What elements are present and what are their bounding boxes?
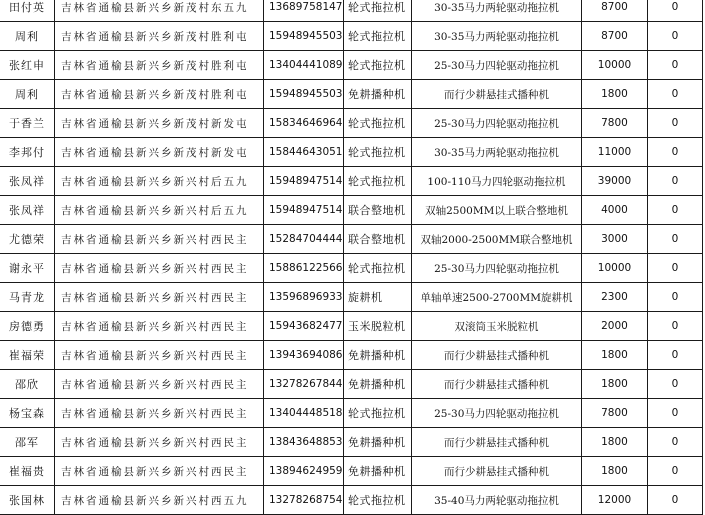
cell-price: 7800 <box>582 109 648 138</box>
table-row <box>0 486 703 515</box>
table-row <box>0 370 703 399</box>
cell-machine-model: 双轴2000-2500MM联合整地机 <box>412 225 582 254</box>
cell-phone: 15948945503 <box>264 22 344 51</box>
cell-phone: 13404441089 <box>264 51 344 80</box>
cell-machine-type: 免耕播种机 <box>344 428 412 457</box>
cell-address: 吉林省通榆县新兴乡新兴村西民主 <box>55 399 264 428</box>
table-row <box>0 22 703 51</box>
cell-machine-type: 轮式拖拉机 <box>344 22 412 51</box>
cell-machine-model: 35-40马力两轮驱动拖拉机 <box>412 486 582 515</box>
cell-price: 1800 <box>582 80 648 109</box>
cell-subsidy: 0 <box>648 51 703 80</box>
cell-subsidy: 0 <box>648 283 703 312</box>
cell-name: 崔福贵 <box>0 457 55 486</box>
cell-name: 张国林 <box>0 486 55 515</box>
cell-name: 于香兰 <box>0 109 55 138</box>
cell-name: 张凤祥 <box>0 167 55 196</box>
cell-machine-type: 轮式拖拉机 <box>344 109 412 138</box>
cell-subsidy: 0 <box>648 22 703 51</box>
cell-machine-type: 轮式拖拉机 <box>344 254 412 283</box>
cell-name: 邵军 <box>0 428 55 457</box>
cell-phone: 13404448518 <box>264 399 344 428</box>
cell-address: 吉林省通榆县新兴乡新兴村西民主 <box>55 428 264 457</box>
cell-address: 吉林省通榆县新兴乡新兴村西民主 <box>55 457 264 486</box>
cell-machine-type: 旋耕机 <box>344 283 412 312</box>
cell-machine-model: 而行少耕悬挂式播种机 <box>412 341 582 370</box>
table-row <box>0 196 703 225</box>
cell-price: 11000 <box>582 138 648 167</box>
cell-price: 10000 <box>582 254 648 283</box>
cell-machine-model: 双轴2500MM以上联合整地机 <box>412 196 582 225</box>
cell-machine-type: 轮式拖拉机 <box>344 138 412 167</box>
cell-subsidy: 0 <box>648 0 703 22</box>
cell-machine-model: 25-30马力四轮驱动拖拉机 <box>412 51 582 80</box>
cell-subsidy: 0 <box>648 138 703 167</box>
table-row <box>0 399 703 428</box>
cell-machine-model: 30-35马力两轮驱动拖拉机 <box>412 22 582 51</box>
cell-phone: 13689758147 <box>264 0 344 22</box>
cell-address: 吉林省通榆县新兴乡新茂村东五九 <box>55 0 264 22</box>
cell-name: 田付英 <box>0 0 55 22</box>
cell-subsidy: 0 <box>648 312 703 341</box>
cell-address: 吉林省通榆县新兴乡新茂村胜利屯 <box>55 22 264 51</box>
cell-name: 李邦付 <box>0 138 55 167</box>
cell-name: 杨宝森 <box>0 399 55 428</box>
cell-subsidy: 0 <box>648 341 703 370</box>
cell-phone: 15948947514 <box>264 196 344 225</box>
cell-name: 马青龙 <box>0 283 55 312</box>
cell-machine-type: 免耕播种机 <box>344 457 412 486</box>
cell-price: 7800 <box>582 399 648 428</box>
table-row <box>0 109 703 138</box>
cell-machine-type: 轮式拖拉机 <box>344 167 412 196</box>
cell-machine-model: 而行少耕悬挂式播种机 <box>412 370 582 399</box>
cell-address: 吉林省通榆县新兴乡新兴村西民主 <box>55 225 264 254</box>
table-row <box>0 457 703 486</box>
cell-address: 吉林省通榆县新兴乡新茂村胜利屯 <box>55 80 264 109</box>
cell-phone: 15886122566 <box>264 254 344 283</box>
cell-machine-model: 25-30马力四轮驱动拖拉机 <box>412 109 582 138</box>
cell-phone: 13596896933 <box>264 283 344 312</box>
cell-name: 尤德荣 <box>0 225 55 254</box>
cell-address: 吉林省通榆县新兴乡新兴村后五九 <box>55 196 264 225</box>
cell-price: 8700 <box>582 22 648 51</box>
cell-machine-model: 单轴单速2500-2700MM旋耕机 <box>412 283 582 312</box>
table-row <box>0 254 703 283</box>
table-row <box>0 225 703 254</box>
cell-name: 谢永平 <box>0 254 55 283</box>
cell-machine-model: 而行少耕悬挂式播种机 <box>412 80 582 109</box>
cell-machine-type: 联合整地机 <box>344 196 412 225</box>
cell-phone: 15943682477 <box>264 312 344 341</box>
cell-price: 1800 <box>582 457 648 486</box>
table-row <box>0 0 703 22</box>
cell-machine-type: 免耕播种机 <box>344 80 412 109</box>
cell-address: 吉林省通榆县新兴乡新兴村西民主 <box>55 312 264 341</box>
cell-subsidy: 0 <box>648 167 703 196</box>
cell-machine-model: 而行少耕悬挂式播种机 <box>412 428 582 457</box>
table-row <box>0 80 703 109</box>
cell-machine-type: 免耕播种机 <box>344 341 412 370</box>
cell-phone: 13278268754 <box>264 486 344 515</box>
cell-machine-model: 双滚筒玉米脱粒机 <box>412 312 582 341</box>
cell-name: 房德勇 <box>0 312 55 341</box>
cell-machine-type: 轮式拖拉机 <box>344 0 412 22</box>
cell-subsidy: 0 <box>648 457 703 486</box>
cell-subsidy: 0 <box>648 254 703 283</box>
cell-subsidy: 0 <box>648 80 703 109</box>
cell-price: 8700 <box>582 0 648 22</box>
cell-subsidy: 0 <box>648 225 703 254</box>
table-row <box>0 51 703 80</box>
cell-price: 1800 <box>582 428 648 457</box>
cell-price: 1800 <box>582 341 648 370</box>
table-row <box>0 283 703 312</box>
cell-price: 4000 <box>582 196 648 225</box>
cell-phone: 15834646964 <box>264 109 344 138</box>
cell-name: 崔福荣 <box>0 341 55 370</box>
cell-price: 2300 <box>582 283 648 312</box>
cell-machine-type: 联合整地机 <box>344 225 412 254</box>
cell-phone: 13943694086 <box>264 341 344 370</box>
table-row <box>0 428 703 457</box>
table-row <box>0 312 703 341</box>
cell-price: 1800 <box>582 370 648 399</box>
cell-address: 吉林省通榆县新兴乡新兴村西民主 <box>55 283 264 312</box>
cell-name: 周利 <box>0 22 55 51</box>
cell-phone: 15284704444 <box>264 225 344 254</box>
cell-address: 吉林省通榆县新兴乡新兴村西民主 <box>55 254 264 283</box>
cell-machine-type: 轮式拖拉机 <box>344 399 412 428</box>
cell-price: 10000 <box>582 51 648 80</box>
table-row <box>0 167 703 196</box>
cell-name: 张红申 <box>0 51 55 80</box>
cell-phone: 13894624959 <box>264 457 344 486</box>
cell-machine-type: 玉米脱粒机 <box>344 312 412 341</box>
cell-subsidy: 0 <box>648 486 703 515</box>
cell-price: 3000 <box>582 225 648 254</box>
cell-address: 吉林省通榆县新兴乡新兴村西民主 <box>55 370 264 399</box>
cell-price: 39000 <box>582 167 648 196</box>
table-row <box>0 138 703 167</box>
cell-phone: 15948945503 <box>264 80 344 109</box>
cell-address: 吉林省通榆县新兴乡新兴村西民主 <box>55 341 264 370</box>
table-row <box>0 341 703 370</box>
cell-address: 吉林省通榆县新兴乡新茂村新发屯 <box>55 138 264 167</box>
cell-machine-model: 25-30马力四轮驱动拖拉机 <box>412 254 582 283</box>
cell-subsidy: 0 <box>648 428 703 457</box>
cell-phone: 15948947514 <box>264 167 344 196</box>
cell-name: 周利 <box>0 80 55 109</box>
cell-subsidy: 0 <box>648 196 703 225</box>
cell-machine-model: 100-110马力四轮驱动拖拉机 <box>412 167 582 196</box>
cell-machine-type: 轮式拖拉机 <box>344 51 412 80</box>
cell-address: 吉林省通榆县新兴乡新兴村后五九 <box>55 167 264 196</box>
cell-price: 2000 <box>582 312 648 341</box>
cell-address: 吉林省通榆县新兴乡新兴村西五九 <box>55 486 264 515</box>
cell-machine-type: 轮式拖拉机 <box>344 486 412 515</box>
cell-address: 吉林省通榆县新兴乡新茂村新发屯 <box>55 109 264 138</box>
cell-name: 张凤祥 <box>0 196 55 225</box>
cell-machine-model: 而行少耕悬挂式播种机 <box>412 457 582 486</box>
cell-subsidy: 0 <box>648 399 703 428</box>
cell-phone: 13278267844 <box>264 370 344 399</box>
cell-subsidy: 0 <box>648 370 703 399</box>
cell-machine-type: 免耕播种机 <box>344 370 412 399</box>
cell-machine-model: 30-35马力两轮驱动拖拉机 <box>412 138 582 167</box>
cell-subsidy: 0 <box>648 109 703 138</box>
cell-name: 邵欣 <box>0 370 55 399</box>
cell-phone: 15844643051 <box>264 138 344 167</box>
cell-machine-model: 25-30马力四轮驱动拖拉机 <box>412 399 582 428</box>
cell-price: 12000 <box>582 486 648 515</box>
cell-machine-model: 30-35马力两轮驱动拖拉机 <box>412 0 582 22</box>
cell-phone: 13843648853 <box>264 428 344 457</box>
cell-address: 吉林省通榆县新兴乡新茂村胜利屯 <box>55 51 264 80</box>
